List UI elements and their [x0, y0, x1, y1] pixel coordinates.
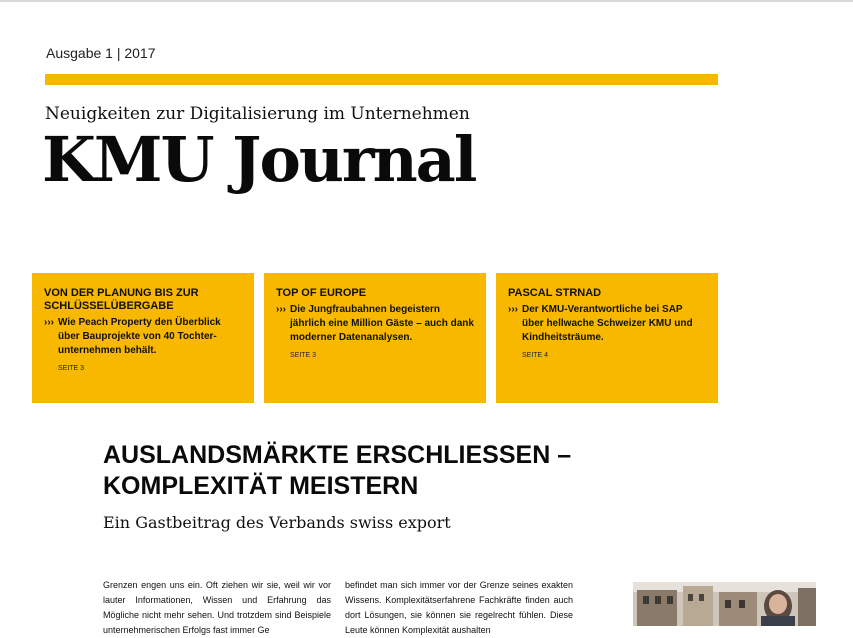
teaser-title: VON DER PLANUNG BIS ZUR SCHLÜSSELÜBERGABE — [44, 287, 199, 312]
teaser-text — [276, 303, 474, 345]
teaser-description: Die Jungfraubahnen begeistern jährlich eine Million Gäste – auch dank moderner Datenanalysen. — [290, 304, 474, 343]
issue-label: Ausgabe 1 | 2017 — [46, 45, 156, 61]
tagline: Neuigkeiten zur Digitalisierung im Unternehmen — [45, 104, 470, 124]
accent-bar — [45, 74, 718, 85]
teaser-box-top-of-europe[interactable] — [264, 273, 486, 403]
teaser-title: TOP OF EUROPE — [276, 287, 367, 299]
teaser-page: SEITE 3 — [58, 365, 85, 372]
masthead-title: KMU Journal — [42, 123, 476, 196]
teaser-text — [44, 316, 242, 358]
article-column-1: Grenzen engen uns ein. Oft ziehen wir sie, weil wir vor lauter Informationen, Wissen und Erfahrung das Mögliche nicht mehr sehen. Und trotzdem sind Beispiele unternehmerischen Erfolgs fast immer Ge — [103, 580, 331, 635]
arrow-icon: ››› — [508, 304, 518, 315]
teaser-description: Wie Peach Property den Überblick über Bauprojekte von 40 Tochterunternehmen behält. — [58, 317, 221, 356]
teaser-description: Der KMU-Verantwortliche bei SAP über hellwache Schweizer KMU und Kindheitsträume. — [522, 304, 693, 343]
teaser-title: PASCAL STRNAD — [508, 287, 602, 299]
teaser-box-planung[interactable] — [32, 273, 254, 403]
top-divider — [0, 0, 853, 2]
teaser-page: SEITE 4 — [522, 352, 549, 359]
article-headline: AUSLANDSMÄRKTE ERSCHLIESSEN – KOMPLEXITÄT MEISTERN — [103, 441, 572, 500]
arrow-icon: ››› — [276, 304, 286, 315]
article-photo — [633, 582, 816, 626]
arrow-icon: ››› — [44, 317, 54, 328]
teaser-box-pascal-strnad[interactable] — [496, 273, 718, 403]
article-column-2: befindet man sich immer vor der Grenze seines exakten Wissens. Komplexitätserfahrene Fachkräfte finden auch dort Lösungen, sie können sie regelrecht fühlen. Diese Leute können Komplexität aushalten — [345, 580, 573, 635]
teaser-text — [508, 303, 706, 345]
article-subhead: Ein Gastbeitrag des Verbands swiss export — [103, 513, 451, 532]
teaser-page: SEITE 3 — [290, 352, 317, 359]
